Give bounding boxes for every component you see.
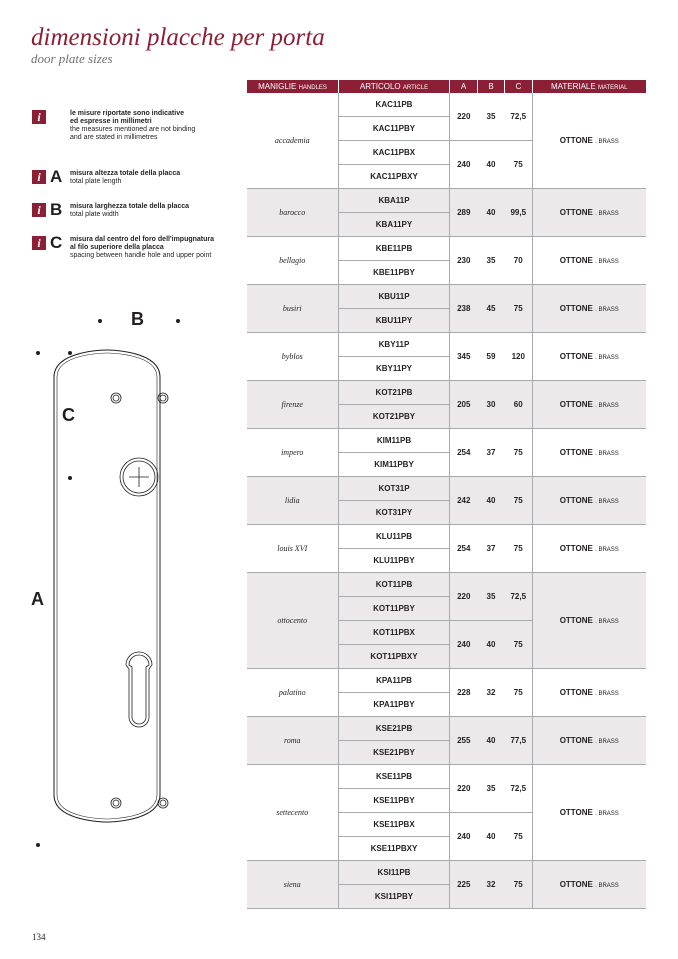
material-name-en: . BRASS bbox=[595, 691, 619, 697]
article-code: KLU11PBY bbox=[339, 549, 450, 573]
material-name-en: . BRASS bbox=[595, 211, 619, 217]
article-code: KOT31PY bbox=[339, 501, 450, 525]
material-cell bbox=[533, 525, 646, 573]
material-name-en: . BRASS bbox=[595, 139, 619, 145]
material-cell bbox=[533, 93, 646, 189]
dimension-c-value: 77,5 bbox=[505, 717, 533, 765]
dimension-a-value: 240 bbox=[450, 621, 478, 669]
dimension-a-value: 254 bbox=[450, 429, 478, 477]
material-cell bbox=[533, 333, 646, 381]
dimension-b-value: 37 bbox=[478, 525, 505, 573]
dimension-a-value: 242 bbox=[450, 477, 478, 525]
dimension-b-value: 40 bbox=[478, 717, 505, 765]
model-name: palatino bbox=[247, 669, 339, 717]
dimension-c-value: 75 bbox=[505, 477, 533, 525]
material-name-en: . BRASS bbox=[595, 619, 619, 625]
table-row bbox=[247, 765, 646, 789]
door-plate-drawing bbox=[28, 305, 218, 865]
article-code: KIM11PB bbox=[339, 429, 450, 453]
info-icon: i bbox=[32, 236, 46, 250]
article-code: KBU11PY bbox=[339, 309, 450, 333]
material-name-en: . BRASS bbox=[595, 307, 619, 313]
dimension-c-value: 99,5 bbox=[505, 189, 533, 237]
article-code: KOT31P bbox=[339, 477, 450, 501]
dimension-a-value: 220 bbox=[450, 573, 478, 621]
article-code: KSI11PB bbox=[339, 861, 450, 885]
plate-sizes-table bbox=[246, 80, 646, 909]
dimension-a-value: 220 bbox=[450, 93, 478, 141]
dimension-b-value: 35 bbox=[478, 765, 505, 813]
table-row bbox=[247, 333, 646, 357]
material-cell bbox=[533, 237, 646, 285]
header-handles: MANIGLIE HANDLES bbox=[247, 80, 339, 93]
table-row bbox=[247, 669, 646, 693]
table-row bbox=[247, 717, 646, 741]
table-row bbox=[247, 237, 646, 261]
dimension-c-value: 75 bbox=[505, 525, 533, 573]
article-code: KPA11PB bbox=[339, 669, 450, 693]
article-code: KSE11PBXY bbox=[339, 837, 450, 861]
dimension-b-value: 35 bbox=[478, 573, 505, 621]
dimension-c-value: 75 bbox=[505, 285, 533, 333]
header-a: A bbox=[450, 80, 478, 93]
material-name-en: . BRASS bbox=[595, 355, 619, 361]
article-code: KOT11PBY bbox=[339, 597, 450, 621]
legend-b bbox=[32, 200, 190, 219]
article-code: KLU11PB bbox=[339, 525, 450, 549]
material-name: OTTONE bbox=[559, 496, 593, 505]
dimension-c-value: 72,5 bbox=[505, 573, 533, 621]
dimension-b-value: 30 bbox=[478, 381, 505, 429]
article-code: KOT11PBX bbox=[339, 621, 450, 645]
dimension-b-value: 32 bbox=[478, 861, 505, 909]
material-cell bbox=[533, 429, 646, 477]
page-number: 134 bbox=[32, 932, 46, 942]
article-code: KBA11P bbox=[339, 189, 450, 213]
dimension-c-value: 70 bbox=[505, 237, 533, 285]
material-name-en: . BRASS bbox=[595, 883, 619, 889]
dimension-b-value: 45 bbox=[478, 285, 505, 333]
material-name: OTTONE bbox=[559, 448, 593, 457]
legend-a-it: misura altezza totale della placca bbox=[70, 170, 181, 177]
info-icon: i bbox=[32, 203, 46, 217]
dimension-c-value: 72,5 bbox=[505, 765, 533, 813]
article-code: KPA11PBY bbox=[339, 693, 450, 717]
material-cell bbox=[533, 765, 646, 861]
table-row bbox=[247, 381, 646, 405]
material-cell bbox=[533, 717, 646, 765]
legend-a-letter: A bbox=[50, 167, 63, 186]
dimension-b-value: 35 bbox=[478, 237, 505, 285]
material-cell bbox=[533, 477, 646, 525]
dimension-a-label: A bbox=[31, 589, 44, 609]
header-article: ARTICOLO ARTICLE bbox=[339, 80, 450, 93]
material-name: OTTONE bbox=[559, 208, 593, 217]
model-name: roma bbox=[247, 717, 339, 765]
material-name-en: . BRASS bbox=[595, 499, 619, 505]
header-b: B bbox=[478, 80, 505, 93]
model-name: lidia bbox=[247, 477, 339, 525]
legend-c bbox=[32, 233, 215, 260]
dimension-a-value: 225 bbox=[450, 861, 478, 909]
material-cell bbox=[533, 285, 646, 333]
dimension-a-value: 254 bbox=[450, 525, 478, 573]
article-code: KAC11PBY bbox=[339, 117, 450, 141]
material-name: OTTONE bbox=[559, 880, 593, 889]
model-name: siena bbox=[247, 861, 339, 909]
dimension-a-value: 240 bbox=[450, 141, 478, 189]
article-code: KSE21PBY bbox=[339, 741, 450, 765]
header-c: C bbox=[505, 80, 533, 93]
dimension-c-label: C bbox=[62, 405, 75, 425]
dimension-c-value: 75 bbox=[505, 669, 533, 717]
model-name: byblos bbox=[247, 333, 339, 381]
article-code: KSE11PBX bbox=[339, 813, 450, 837]
material-name: OTTONE bbox=[559, 808, 593, 817]
material-name: OTTONE bbox=[559, 544, 593, 553]
info-icon: i bbox=[32, 170, 46, 184]
article-code: KSI11PBY bbox=[339, 885, 450, 909]
table-row bbox=[247, 861, 646, 885]
material-name-en: . BRASS bbox=[595, 547, 619, 553]
dimension-c-value: 75 bbox=[505, 429, 533, 477]
model-name: accademia bbox=[247, 93, 339, 189]
dimension-a-value: 220 bbox=[450, 765, 478, 813]
material-name: OTTONE bbox=[559, 736, 593, 745]
table-row bbox=[247, 525, 646, 549]
dimension-a-value: 240 bbox=[450, 813, 478, 861]
article-code: KOT11PBXY bbox=[339, 645, 450, 669]
table-row bbox=[247, 189, 646, 213]
page-subtitle: door plate sizes bbox=[31, 51, 113, 66]
header-material: MATERIALE MATERIAL bbox=[533, 80, 646, 93]
material-cell bbox=[533, 189, 646, 237]
table-row bbox=[247, 93, 646, 117]
legend-a bbox=[32, 167, 181, 186]
legend-intro bbox=[32, 110, 195, 142]
material-name-en: . BRASS bbox=[595, 259, 619, 265]
article-code: KSE21PB bbox=[339, 717, 450, 741]
legend-c-it-2: al filo superiore della placca bbox=[70, 244, 164, 251]
material-name: OTTONE bbox=[559, 304, 593, 313]
dimension-b-value: 40 bbox=[478, 189, 505, 237]
legend-b-letter: B bbox=[50, 200, 63, 219]
dimension-a-value: 238 bbox=[450, 285, 478, 333]
dimension-b-value: 59 bbox=[478, 333, 505, 381]
material-name: OTTONE bbox=[559, 352, 593, 361]
dimension-c-value: 75 bbox=[505, 861, 533, 909]
table-row bbox=[247, 285, 646, 309]
article-code: KOT21PB bbox=[339, 381, 450, 405]
table-row bbox=[247, 429, 646, 453]
dimension-a-value: 205 bbox=[450, 381, 478, 429]
material-cell bbox=[533, 861, 646, 909]
article-code: KBE11PB bbox=[339, 237, 450, 261]
material-name-en: . BRASS bbox=[595, 811, 619, 817]
material-cell bbox=[533, 381, 646, 429]
dimension-c-value: 75 bbox=[505, 621, 533, 669]
article-code: KBA11PY bbox=[339, 213, 450, 237]
dimension-b-value: 40 bbox=[478, 813, 505, 861]
dimension-c-value: 75 bbox=[505, 813, 533, 861]
dimension-a-value: 289 bbox=[450, 189, 478, 237]
dimension-b-value: 40 bbox=[478, 141, 505, 189]
material-name-en: . BRASS bbox=[595, 739, 619, 745]
article-code: KIM11PBY bbox=[339, 453, 450, 477]
model-name: impero bbox=[247, 429, 339, 477]
article-code: KAC11PBX bbox=[339, 141, 450, 165]
legend-intro-en-2: and are stated in millimetres bbox=[70, 134, 158, 141]
article-code: KBY11PY bbox=[339, 357, 450, 381]
material-name: OTTONE bbox=[559, 136, 593, 145]
material-cell bbox=[533, 669, 646, 717]
dimension-c-value: 120 bbox=[505, 333, 533, 381]
material-name: OTTONE bbox=[559, 688, 593, 697]
table-row bbox=[247, 573, 646, 597]
dimension-a-value: 228 bbox=[450, 669, 478, 717]
info-icon: i bbox=[32, 110, 46, 124]
material-name: OTTONE bbox=[559, 616, 593, 625]
dimension-c-value: 72,5 bbox=[505, 93, 533, 141]
table-header-row bbox=[247, 80, 646, 93]
legend-c-it-1: misura dal centro del foro dell'impugnatura bbox=[70, 236, 215, 243]
model-name: firenze bbox=[247, 381, 339, 429]
dimension-c-value: 75 bbox=[505, 141, 533, 189]
article-code: KOT11PB bbox=[339, 573, 450, 597]
legend-a-en: total plate length bbox=[70, 178, 122, 185]
model-name: busiri bbox=[247, 285, 339, 333]
legend-intro-it-1: le misure riportate sono indicative bbox=[70, 110, 184, 117]
model-name: settecento bbox=[247, 765, 339, 861]
dimension-b-value: 40 bbox=[478, 621, 505, 669]
legend-c-letter: C bbox=[50, 233, 63, 252]
article-code: KBU11P bbox=[339, 285, 450, 309]
dimension-b-value: 37 bbox=[478, 429, 505, 477]
material-name-en: . BRASS bbox=[595, 451, 619, 457]
legend-b-en: total plate width bbox=[70, 211, 119, 218]
page-title: dimensioni placche per porta bbox=[31, 24, 325, 51]
dimension-a-value: 255 bbox=[450, 717, 478, 765]
dimension-a-value: 345 bbox=[450, 333, 478, 381]
door-plate-outline-icon bbox=[28, 305, 218, 865]
dimension-a-value: 230 bbox=[450, 237, 478, 285]
dimension-b-value: 32 bbox=[478, 669, 505, 717]
legend-intro-it-2: ed espresse in millimetri bbox=[70, 118, 152, 125]
table-row bbox=[247, 477, 646, 501]
material-name: OTTONE bbox=[559, 256, 593, 265]
legend-intro-en-1: the measures mentioned are not binding bbox=[70, 126, 196, 133]
material-name-en: . BRASS bbox=[595, 403, 619, 409]
dimension-c-value: 60 bbox=[505, 381, 533, 429]
article-code: KBY11P bbox=[339, 333, 450, 357]
legend-b-it: misura larghezza totale della placca bbox=[70, 203, 190, 210]
article-code: KSE11PB bbox=[339, 765, 450, 789]
legend-c-en: spacing between handle hole and upper point bbox=[70, 252, 212, 259]
dimension-b-value: 40 bbox=[478, 477, 505, 525]
article-code: KBE11PBY bbox=[339, 261, 450, 285]
model-name: barocco bbox=[247, 189, 339, 237]
article-code: KSE11PBY bbox=[339, 789, 450, 813]
dimension-b-label: B bbox=[131, 309, 144, 329]
model-name: bellagio bbox=[247, 237, 339, 285]
article-code: KAC11PB bbox=[339, 93, 450, 117]
dimension-b-value: 35 bbox=[478, 93, 505, 141]
material-cell bbox=[533, 573, 646, 669]
article-code: KOT21PBY bbox=[339, 405, 450, 429]
model-name: ottocento bbox=[247, 573, 339, 669]
article-code: KAC11PBXY bbox=[339, 165, 450, 189]
model-name: louis XVI bbox=[247, 525, 339, 573]
material-name: OTTONE bbox=[559, 400, 593, 409]
